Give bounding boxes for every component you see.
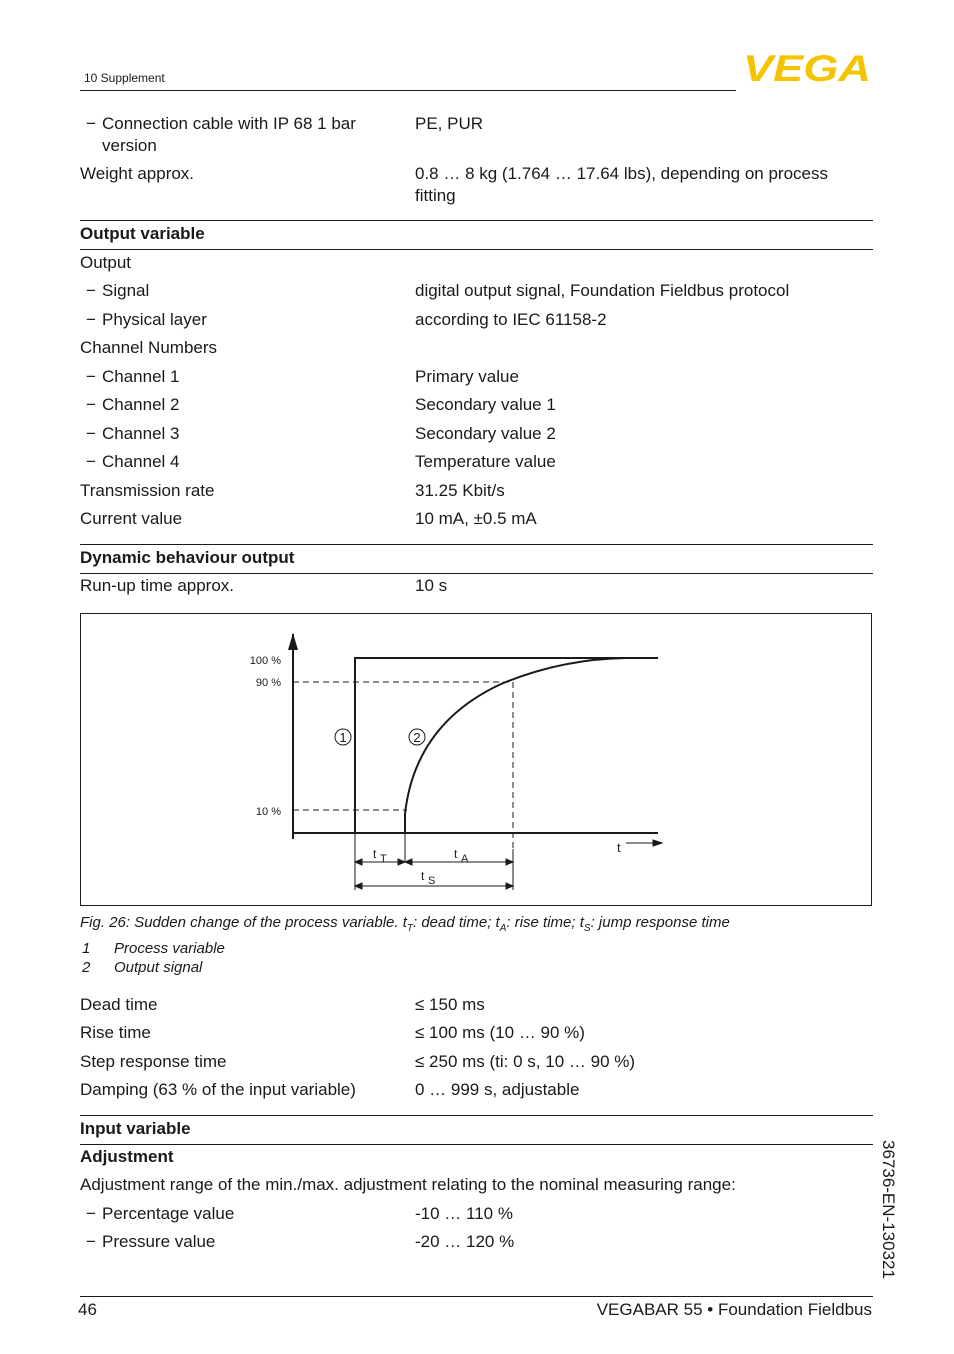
spec-value-cont: fitting [415,186,456,205]
spec-value: Secondary value 1 [415,395,556,414]
spec-label: Channel 1 [102,367,180,386]
arrow-icon [355,883,362,889]
spec-value: according to IEC 61158-2 [415,310,607,329]
footer-title: VEGABAR 55 • Foundation Fieldbus [596,1300,872,1319]
t-t-sub: T [380,853,387,865]
subsection-title: Adjustment [80,1147,174,1166]
arrow-icon [506,883,513,889]
vega-logo [742,52,872,84]
section-output-variable [80,220,873,250]
step-response-figure [80,613,872,906]
section-input-variable [80,1115,873,1145]
spec-label: Dead time [80,995,158,1014]
spec-label: Physical layer [102,310,207,329]
spec-value: 10 mA, ±0.5 mA [415,509,537,528]
output-signal-curve [405,658,641,833]
arrow-icon [355,859,362,865]
spec-label: Run-up time approx. [80,576,235,595]
spec-label: Connection cable with IP 68 1 bar [102,114,356,133]
y-label-100: 100 % [249,655,281,667]
svg-text:VEGA: VEGA [743,52,871,84]
y-label-10: 10 % [255,806,281,818]
marker-2-label: 2 [413,730,421,745]
spec-label: Damping (63 % of the input variable) [80,1080,356,1099]
spec-value: digital output signal, Foundation Fieldbus protocol [415,281,790,300]
running-header: 10 Supplement [84,71,165,85]
spec-value: ≤ 250 ms (ti: 0 s, 10 … 90 %) [415,1052,636,1071]
marker-1-label: 1 [339,730,347,745]
spec-value: Temperature value [415,452,556,471]
spec-label: Transmission rate [80,481,215,500]
spec-label: Channel 2 [102,395,180,414]
section-title: Input variable [80,1119,191,1138]
section-title: Output variable [80,224,205,243]
spec-value: -20 … 120 % [415,1232,515,1251]
spec-label: Pressure value [102,1232,216,1251]
y-axis-arrow-icon [288,633,298,650]
spec-value: ≤ 100 ms (10 … 90 %) [415,1023,585,1042]
document-code: 36736-EN-130321 [879,1140,898,1279]
t-a-label: t [454,847,458,861]
spec-value: 0.8 … 8 kg (1.764 … 17.64 lbs), depending on process [415,164,828,183]
spec-label: Output [80,253,132,272]
spec-label: Weight approx. [80,164,195,183]
process-variable-line [293,658,658,833]
spec-value: PE, PUR [415,114,484,133]
t-axis-label: t [617,840,621,855]
spec-label: Step response time [80,1052,227,1071]
spec-value: -10 … 110 % [415,1204,513,1223]
spec-value: Primary value [415,367,519,386]
t-a-sub: A [461,853,469,865]
page-number: 46 [78,1300,97,1319]
spec-label: Channel 4 [102,452,180,471]
t-axis-arrow-icon [653,840,662,846]
spec-value: Secondary value 2 [415,424,556,443]
arrow-icon [506,859,513,865]
spec-value: 10 s [415,576,448,595]
t-t-label: t [373,847,377,861]
y-label-90: 90 % [255,677,281,689]
section-title: Dynamic behaviour output [80,548,295,567]
section-dynamic-behaviour [80,544,873,574]
intro-text: Adjustment range of the min./max. adjustment relating to the nominal measuring range: [80,1175,736,1194]
arrow-icon [405,859,412,865]
spec-label: Percentage value [102,1204,235,1223]
spec-label: Signal [102,281,150,300]
spec-label: Channel 3 [102,424,180,443]
spec-label: Channel Numbers [80,338,218,357]
header-rule [80,90,736,91]
spec-value: 31.25 Kbit/s [415,481,505,500]
spec-label-cont: version [102,136,157,155]
t-s-label: t [421,869,425,883]
t-s-sub: S [428,875,436,887]
spec-value: ≤ 150 ms [415,995,485,1014]
footer-rule [80,1296,873,1297]
figure-caption: Fig. 26: Sudden change of the process variable. $t_T$: dead time; $t_A$: rise time; $t_S$: jump response time [80,914,730,934]
spec-label: Current value [80,509,183,528]
step-response-diagram [81,614,871,905]
spec-label: Rise time [80,1023,151,1042]
spec-value: 0 … 999 s, adjustable [415,1080,580,1099]
